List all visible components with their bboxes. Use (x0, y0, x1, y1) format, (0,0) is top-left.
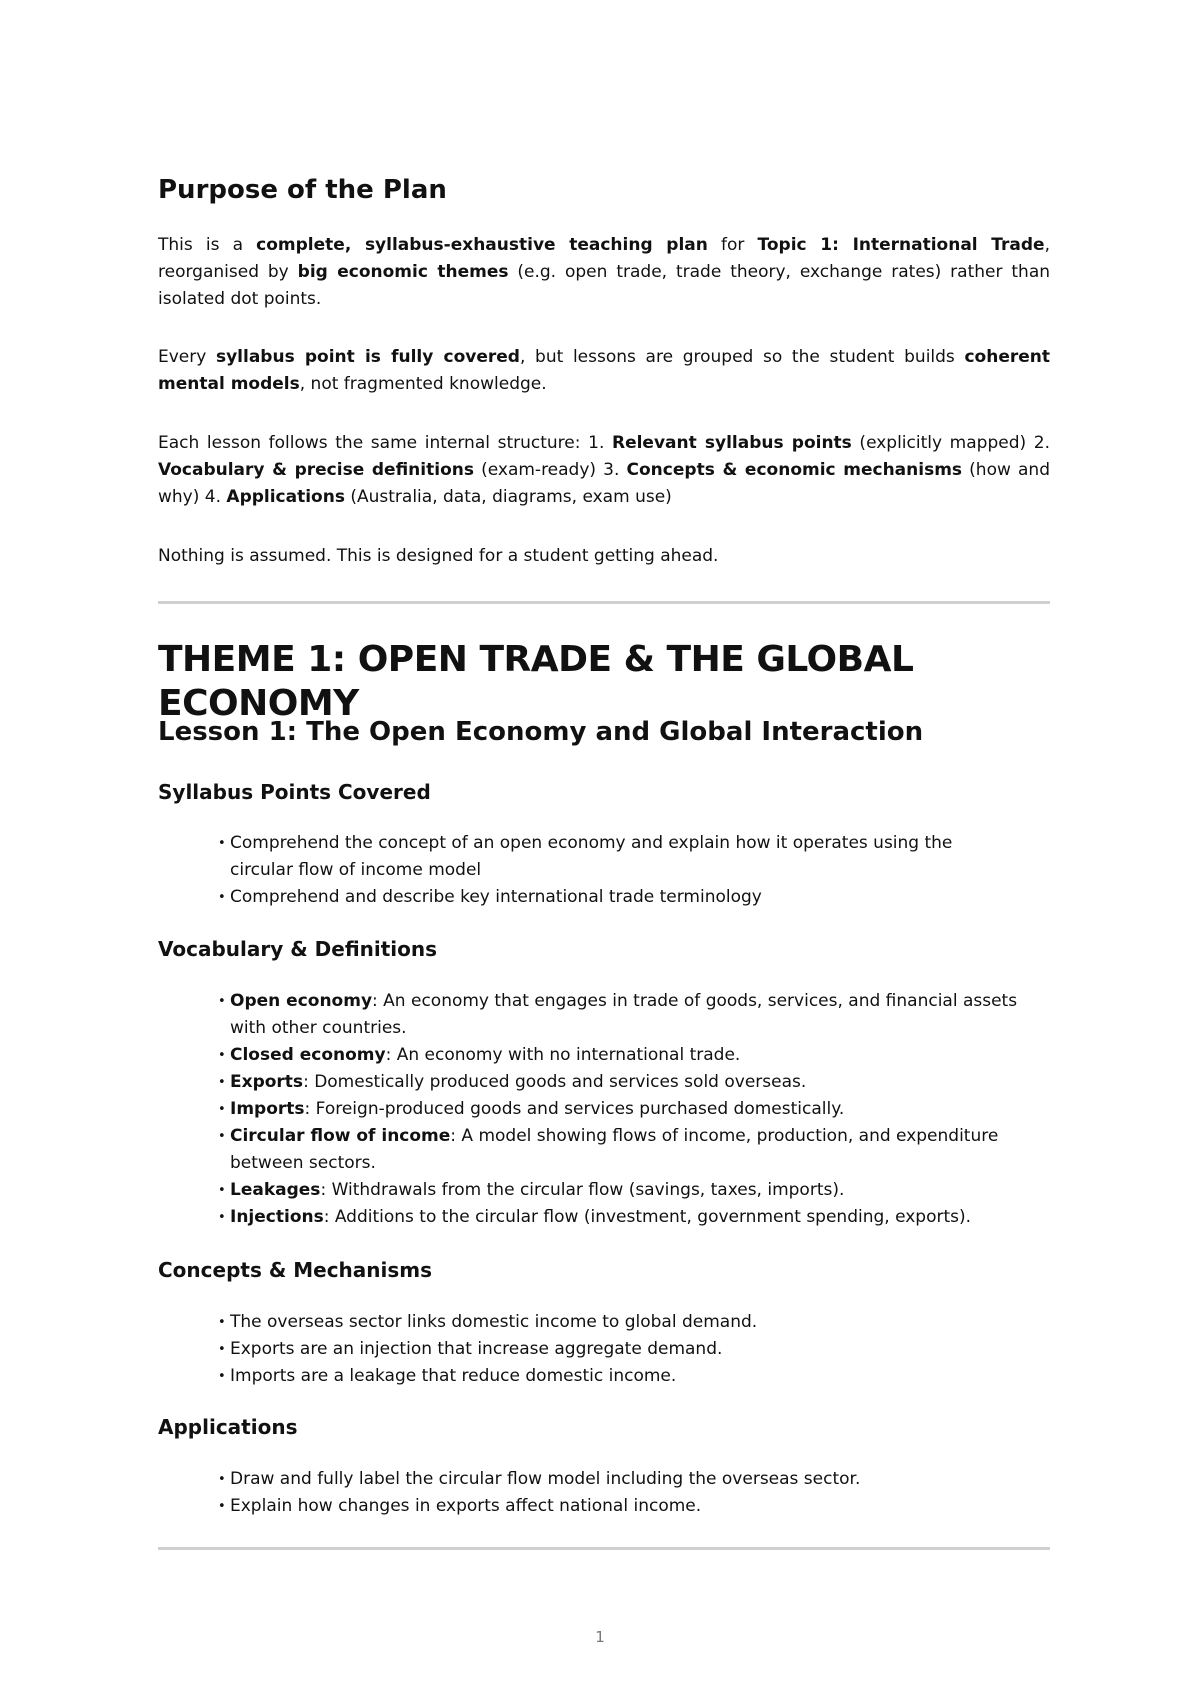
bold-term: Open economy (230, 991, 373, 1011)
list-item: • Imports: Foreign-produced goods and services purchased domestically. (218, 1096, 1018, 1123)
theme-title: THEME 1: OPEN TRADE & THE GLOBAL ECONOMY (158, 639, 914, 724)
list-item: • Leakages: Withdrawals from the circular flow (savings, taxes, imports). (218, 1177, 1018, 1204)
list-item: • Open economy: An economy that engages in trade of goods, services, and financial assets with other countries. (218, 988, 1018, 1042)
bold-term: complete, syllabus-exhaustive teaching plan (256, 235, 708, 255)
syllabus-list (218, 830, 1018, 911)
list-item: • Exports are an injection that increase aggregate demand. (218, 1336, 1018, 1363)
bold-term: Injections (230, 1207, 324, 1227)
bold-term: coherent mental models (158, 347, 1050, 394)
applications-heading: Applications (158, 1415, 298, 1439)
list-item: • Circular flow of income: A model showing flows of income, production, and expenditure between sectors. (218, 1123, 1018, 1177)
bold-term: Applications (226, 487, 345, 507)
bold-term: Concepts & economic mechanisms (626, 460, 963, 480)
paragraph: Every syllabus point is fully covered, but lessons are grouped so the student builds coherent mental models, not fragmented knowledge. (158, 347, 1050, 394)
lesson-title: Lesson 1: The Open Economy and Global Interaction (158, 717, 924, 747)
horizontal-rule (158, 1547, 1050, 1550)
list-item: • Imports are a leakage that reduce domestic income. (218, 1363, 1018, 1390)
concepts-list (218, 1309, 1018, 1390)
bold-term: syllabus point is fully covered (215, 347, 520, 367)
vocab-heading: Vocabulary & Definitions (158, 937, 438, 961)
list-item: • Comprehend and describe key international trade terminology (218, 884, 1018, 911)
syllabus-heading: Syllabus Points Covered (158, 780, 431, 804)
bold-term: Exports (230, 1072, 304, 1092)
concepts-heading: Concepts & Mechanisms (158, 1258, 433, 1282)
list-item: • Explain how changes in exports affect national income. (218, 1493, 1018, 1520)
bold-term: Topic 1: International Trade (757, 235, 1045, 255)
list-item: • Draw and fully label the circular flow model including the overseas sector. (218, 1466, 1018, 1493)
list-item: • The overseas sector links domestic income to global demand. (218, 1309, 1018, 1336)
bold-term: Leakages (230, 1180, 321, 1200)
applications-list (218, 1466, 1018, 1520)
vocab-list (218, 988, 1018, 1231)
horizontal-rule (158, 601, 1050, 604)
list-item: • Comprehend the concept of an open economy and explain how it operates using the circular flow of income model (218, 830, 1018, 884)
bold-term: Circular flow of income (230, 1126, 451, 1146)
paragraph: This is a complete, syllabus-exhaustive teaching plan for Topic 1: International Trade, reorganised by big economic themes (e.g. open trade, trade theory, exchange rates) rather than isolated dot points. (158, 235, 1051, 309)
paragraph: Each lesson follows the same internal structure: 1. Relevant syllabus points (explicitly mapped) 2. Vocabulary & precise definitions (exam-ready) 3. Concepts & economic mechanisms (how and why) 4. Applications (Australia, data, diagrams, exam use) (158, 433, 1050, 507)
list-item: • Closed economy: An economy with no international trade. (218, 1042, 1018, 1069)
list-item: • Injections: Additions to the circular flow (investment, government spending, exports). (218, 1204, 1018, 1231)
section-heading: Purpose of the Plan (158, 175, 447, 205)
list-item: • Exports: Domestically produced goods and services sold overseas. (218, 1069, 1018, 1096)
bold-term: Vocabulary & precise definitions (158, 460, 474, 480)
bold-term: Closed economy (230, 1045, 386, 1065)
page-number: 1 (595, 1628, 605, 1646)
bold-term: Imports (230, 1099, 305, 1119)
paragraph: Nothing is assumed. This is designed for a student getting ahead. (158, 546, 719, 566)
bold-term: Relevant syllabus points (611, 433, 852, 453)
bold-term: big economic themes (297, 262, 509, 282)
